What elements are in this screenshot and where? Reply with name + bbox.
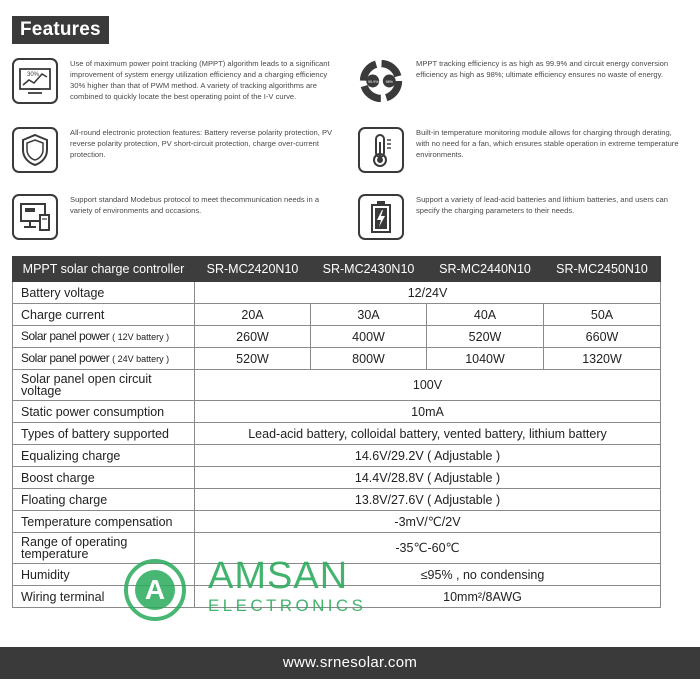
table-header-row <box>13 257 661 282</box>
feature-protection <box>12 127 338 173</box>
header-cell: SR-MC2440N10 <box>427 257 544 282</box>
row-label-main: Solar panel power <box>21 329 110 343</box>
spec-table <box>12 256 661 608</box>
row-value: 12/24V <box>195 282 661 304</box>
table-row <box>13 326 661 348</box>
feature-text: All-round electronic protection features: Battery reverse polarity protection, PV reverse polarity protection, PV short-circuit protection, charge over-current protection. <box>70 128 333 159</box>
feature-text: MPPT tracking efficiency is as high as 99.9% and circuit energy conversion efficiency as high as 98%; ultimate efficiency ensures no waste of energy. <box>416 59 669 79</box>
row-value: 10mA <box>195 401 661 423</box>
row-label: Types of battery supported <box>13 423 195 445</box>
table-row <box>13 370 661 401</box>
top-strip <box>0 0 700 6</box>
header-cell: MPPT solar charge controller <box>13 257 195 282</box>
computer-devices-icon <box>12 194 58 240</box>
table-row <box>13 423 661 445</box>
row-label: Solar panel open circuit voltage <box>13 370 195 401</box>
row-label-sub: ( 24V battery ) <box>112 354 170 364</box>
battery-charging-icon <box>358 194 404 240</box>
feature-temperature <box>358 127 684 173</box>
header-cell: SR-MC2450N10 <box>544 257 661 282</box>
row-value: -3mV/℃/2V <box>195 511 661 533</box>
row-value: 660W <box>544 326 661 348</box>
feature-mppt <box>12 58 338 104</box>
ring-left-label: 99.9% <box>368 79 379 84</box>
row-value: 260W <box>195 326 311 348</box>
table-row <box>13 533 661 564</box>
shield-icon <box>12 127 58 173</box>
row-label: Charge current <box>13 304 195 326</box>
row-value: ≤95% , no condensing <box>195 564 661 586</box>
feature-text: Use of maximum power point tracking (MPPT) algorithm leads to a significant improvement of system energy utilization efficiency and a charging efficiency 30% higher than that of PWM method. A variety of tracking algorithms are combined to quickly locate the best operating point of the I-V curve. <box>70 59 330 101</box>
row-value: 520W <box>427 326 544 348</box>
row-value: Lead-acid battery, colloidal battery, vented battery, lithium battery <box>195 423 661 445</box>
table-row <box>13 564 661 586</box>
table-row <box>13 348 661 370</box>
row-value: 13.8V/27.6V ( Adjustable ) <box>195 489 661 511</box>
row-value: 400W <box>311 326 427 348</box>
row-value: -35℃-60℃ <box>195 533 661 564</box>
row-label <box>13 348 195 370</box>
watermark-letter: A <box>135 570 175 610</box>
watermark-title: AMSAN <box>208 555 349 597</box>
ring-right-label: 98% <box>385 79 393 84</box>
table-row <box>13 401 661 423</box>
row-label: Battery voltage <box>13 282 195 304</box>
row-label: Temperature compensation <box>13 511 195 533</box>
row-value: 40A <box>427 304 544 326</box>
thermometer-icon <box>358 127 404 173</box>
feature-efficiency <box>358 58 686 104</box>
row-label: Static power consumption <box>13 401 195 423</box>
table-row <box>13 304 661 326</box>
table-row <box>13 586 661 608</box>
row-value: 30A <box>311 304 427 326</box>
row-value: 1040W <box>427 348 544 370</box>
row-value: 10mm²/8AWG <box>195 586 661 608</box>
row-label: Wiring terminal <box>13 586 195 608</box>
row-label: Humidity <box>13 564 195 586</box>
chart-icon-label: 30% <box>27 72 40 78</box>
efficiency-ring-icon <box>358 58 404 104</box>
row-value: 50A <box>544 304 661 326</box>
row-label: Equalizing charge <box>13 445 195 467</box>
footer-url: www.srnesolar.com <box>0 647 700 679</box>
chart-30-percent-icon <box>12 58 58 104</box>
feature-text: Built-in temperature monitoring module allows for charging through derating, with no need for a fan, which ensures stable operation in extreme temperature environments. <box>416 128 679 159</box>
row-label: Range of operating temperature <box>13 533 195 564</box>
row-value: 14.6V/29.2V ( Adjustable ) <box>195 445 661 467</box>
table-row <box>13 445 661 467</box>
row-value: 20A <box>195 304 311 326</box>
row-label: Boost charge <box>13 467 195 489</box>
row-value: 520W <box>195 348 311 370</box>
row-value: 14.4V/28.8V ( Adjustable ) <box>195 467 661 489</box>
row-label: Floating charge <box>13 489 195 511</box>
watermark-subtitle: ELECTRONICS <box>208 596 367 615</box>
feature-batteries <box>358 194 684 240</box>
row-value: 800W <box>311 348 427 370</box>
table-row <box>13 489 661 511</box>
feature-protocol <box>12 194 338 240</box>
header-cell: SR-MC2430N10 <box>311 257 427 282</box>
features-heading: Features <box>12 16 109 44</box>
feature-text: Support standard Modebus protocol to meet thecommunication needs in a variety of environments and occasions. <box>70 195 320 215</box>
table-row <box>13 282 661 304</box>
header-cell: SR-MC2420N10 <box>195 257 311 282</box>
table-row <box>13 467 661 489</box>
row-label <box>13 326 195 348</box>
row-label-main: Solar panel power <box>21 351 110 365</box>
row-label-sub: ( 12V battery ) <box>112 332 170 342</box>
row-value: 1320W <box>544 348 661 370</box>
row-value: 100V <box>195 370 661 401</box>
feature-text: Support a variety of lead-acid batteries and lithium batteries, and users can specify the charging parameters to their needs. <box>416 195 668 215</box>
table-row <box>13 511 661 533</box>
